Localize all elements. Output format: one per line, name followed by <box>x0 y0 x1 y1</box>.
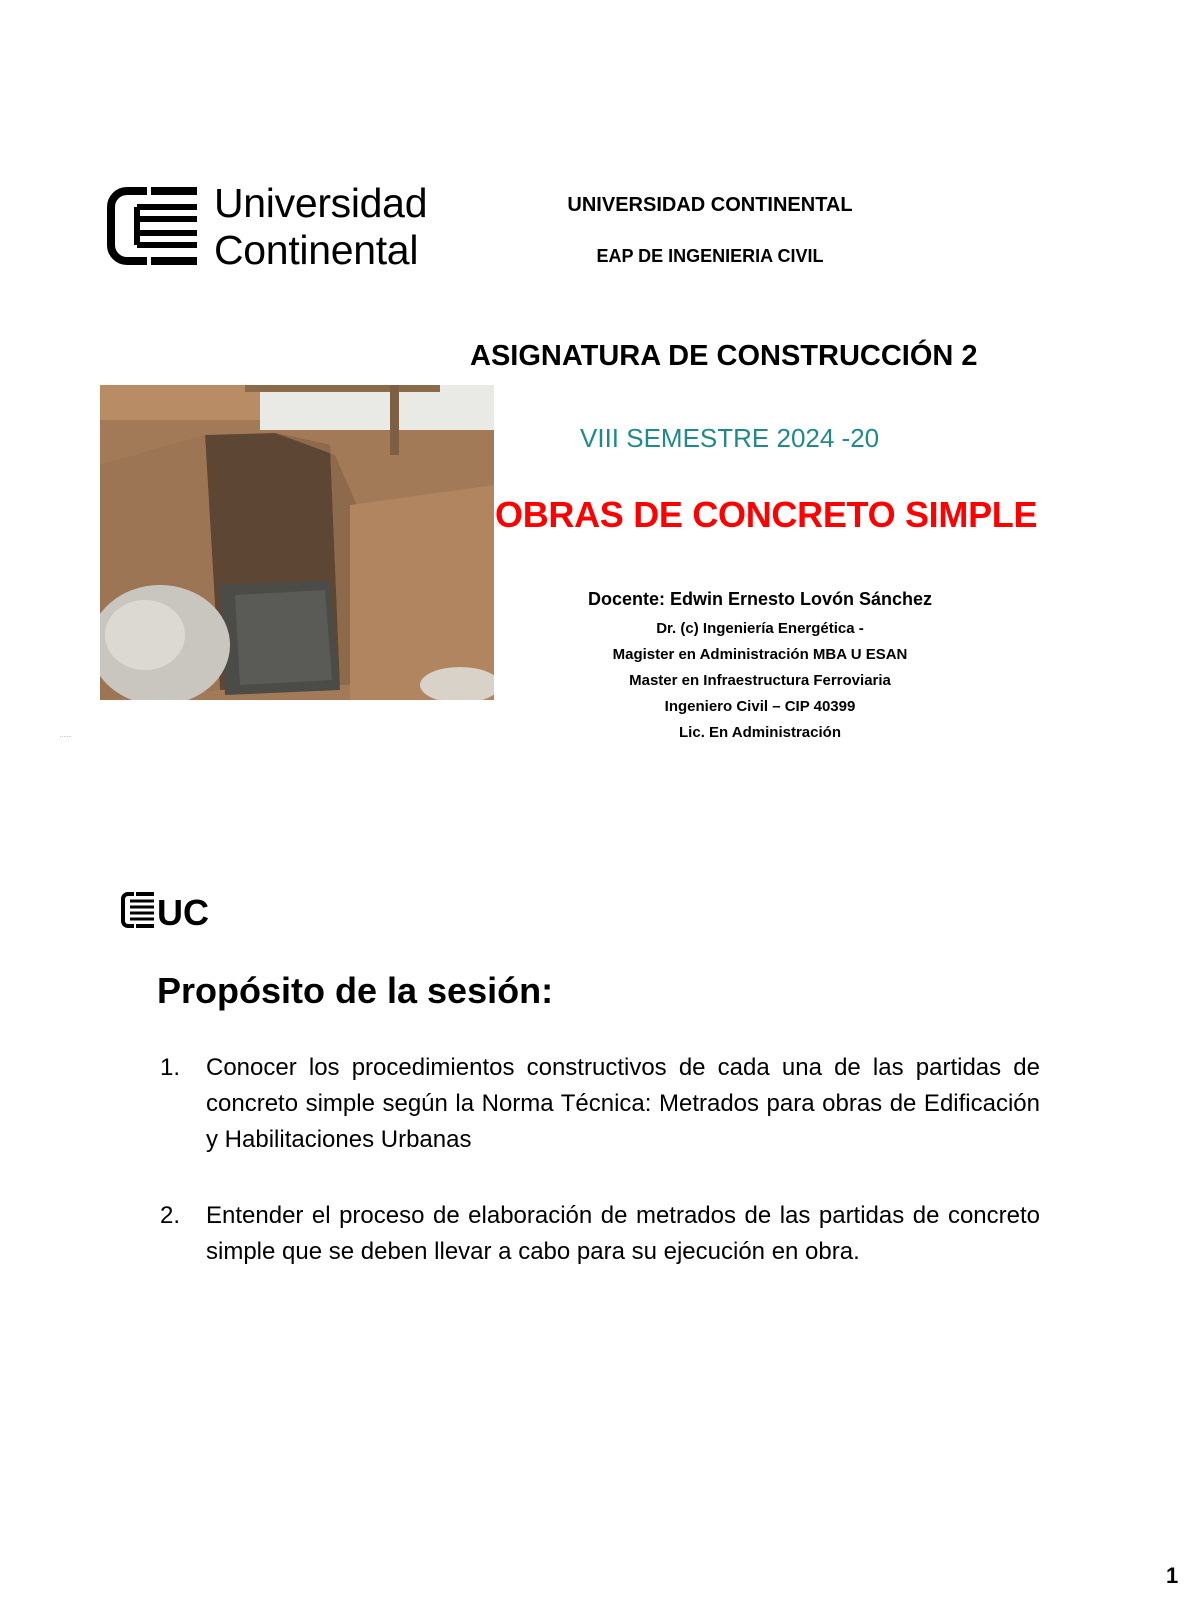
university-logo-icon <box>107 187 199 265</box>
teacher-name: Docente: Edwin Ernesto Lovón Sánchez <box>587 589 933 609</box>
credential-line: Ingeniero Civil – CIP 40399 <box>664 698 856 715</box>
main-title: OBRAS DE CONCRETO SIMPLE <box>495 494 1038 535</box>
uc-logo-icon <box>120 890 240 930</box>
trench-photo <box>100 385 494 700</box>
credential-line: Magister en Administración MBA U ESAN <box>612 646 908 663</box>
list-item-number: 2. <box>160 1202 181 1229</box>
school-name: EAP DE INGENIERIA CIVIL <box>596 246 824 266</box>
list-item-text: Entender el proceso de elaboración de metrados de las partidas de concreto simple que se deben llevar a cabo para su ejecución en obra. <box>206 1202 1040 1265</box>
course-title: ASIGNATURA DE CONSTRUCCIÓN 2 <box>470 340 978 372</box>
semester-label: VIII SEMESTRE 2024 -20 <box>580 423 880 453</box>
teacher-credentials <box>540 616 980 746</box>
university-name: UNIVERSIDAD CONTINENTAL <box>567 194 853 216</box>
logo-line-2: Continental <box>214 227 419 273</box>
list-item-number: 1. <box>160 1054 181 1081</box>
page-number: 1 <box>1166 1563 1179 1588</box>
credential-line: Master en Infraestructura Ferroviaria <box>629 672 891 689</box>
list-item-text: Conocer los procedimientos constructivos de cada una de las partidas de concreto simple según la Norma Técnica: Metrados para obras de Edificación y Habilitaciones Urbanas <box>206 1054 1040 1153</box>
logo-line-1: Universidad <box>214 180 428 226</box>
list-item <box>160 1198 1040 1270</box>
photo-caption: ······· <box>60 734 72 740</box>
purpose-heading: Propósito de la sesión: <box>157 970 554 1011</box>
credential-line: Dr. (c) Ingeniería Energética - <box>656 620 864 637</box>
university-logo-text <box>214 180 427 274</box>
uc-logo-text: UC <box>157 892 209 930</box>
credential-line: Lic. En Administración <box>679 724 841 741</box>
list-item <box>160 1050 1040 1158</box>
